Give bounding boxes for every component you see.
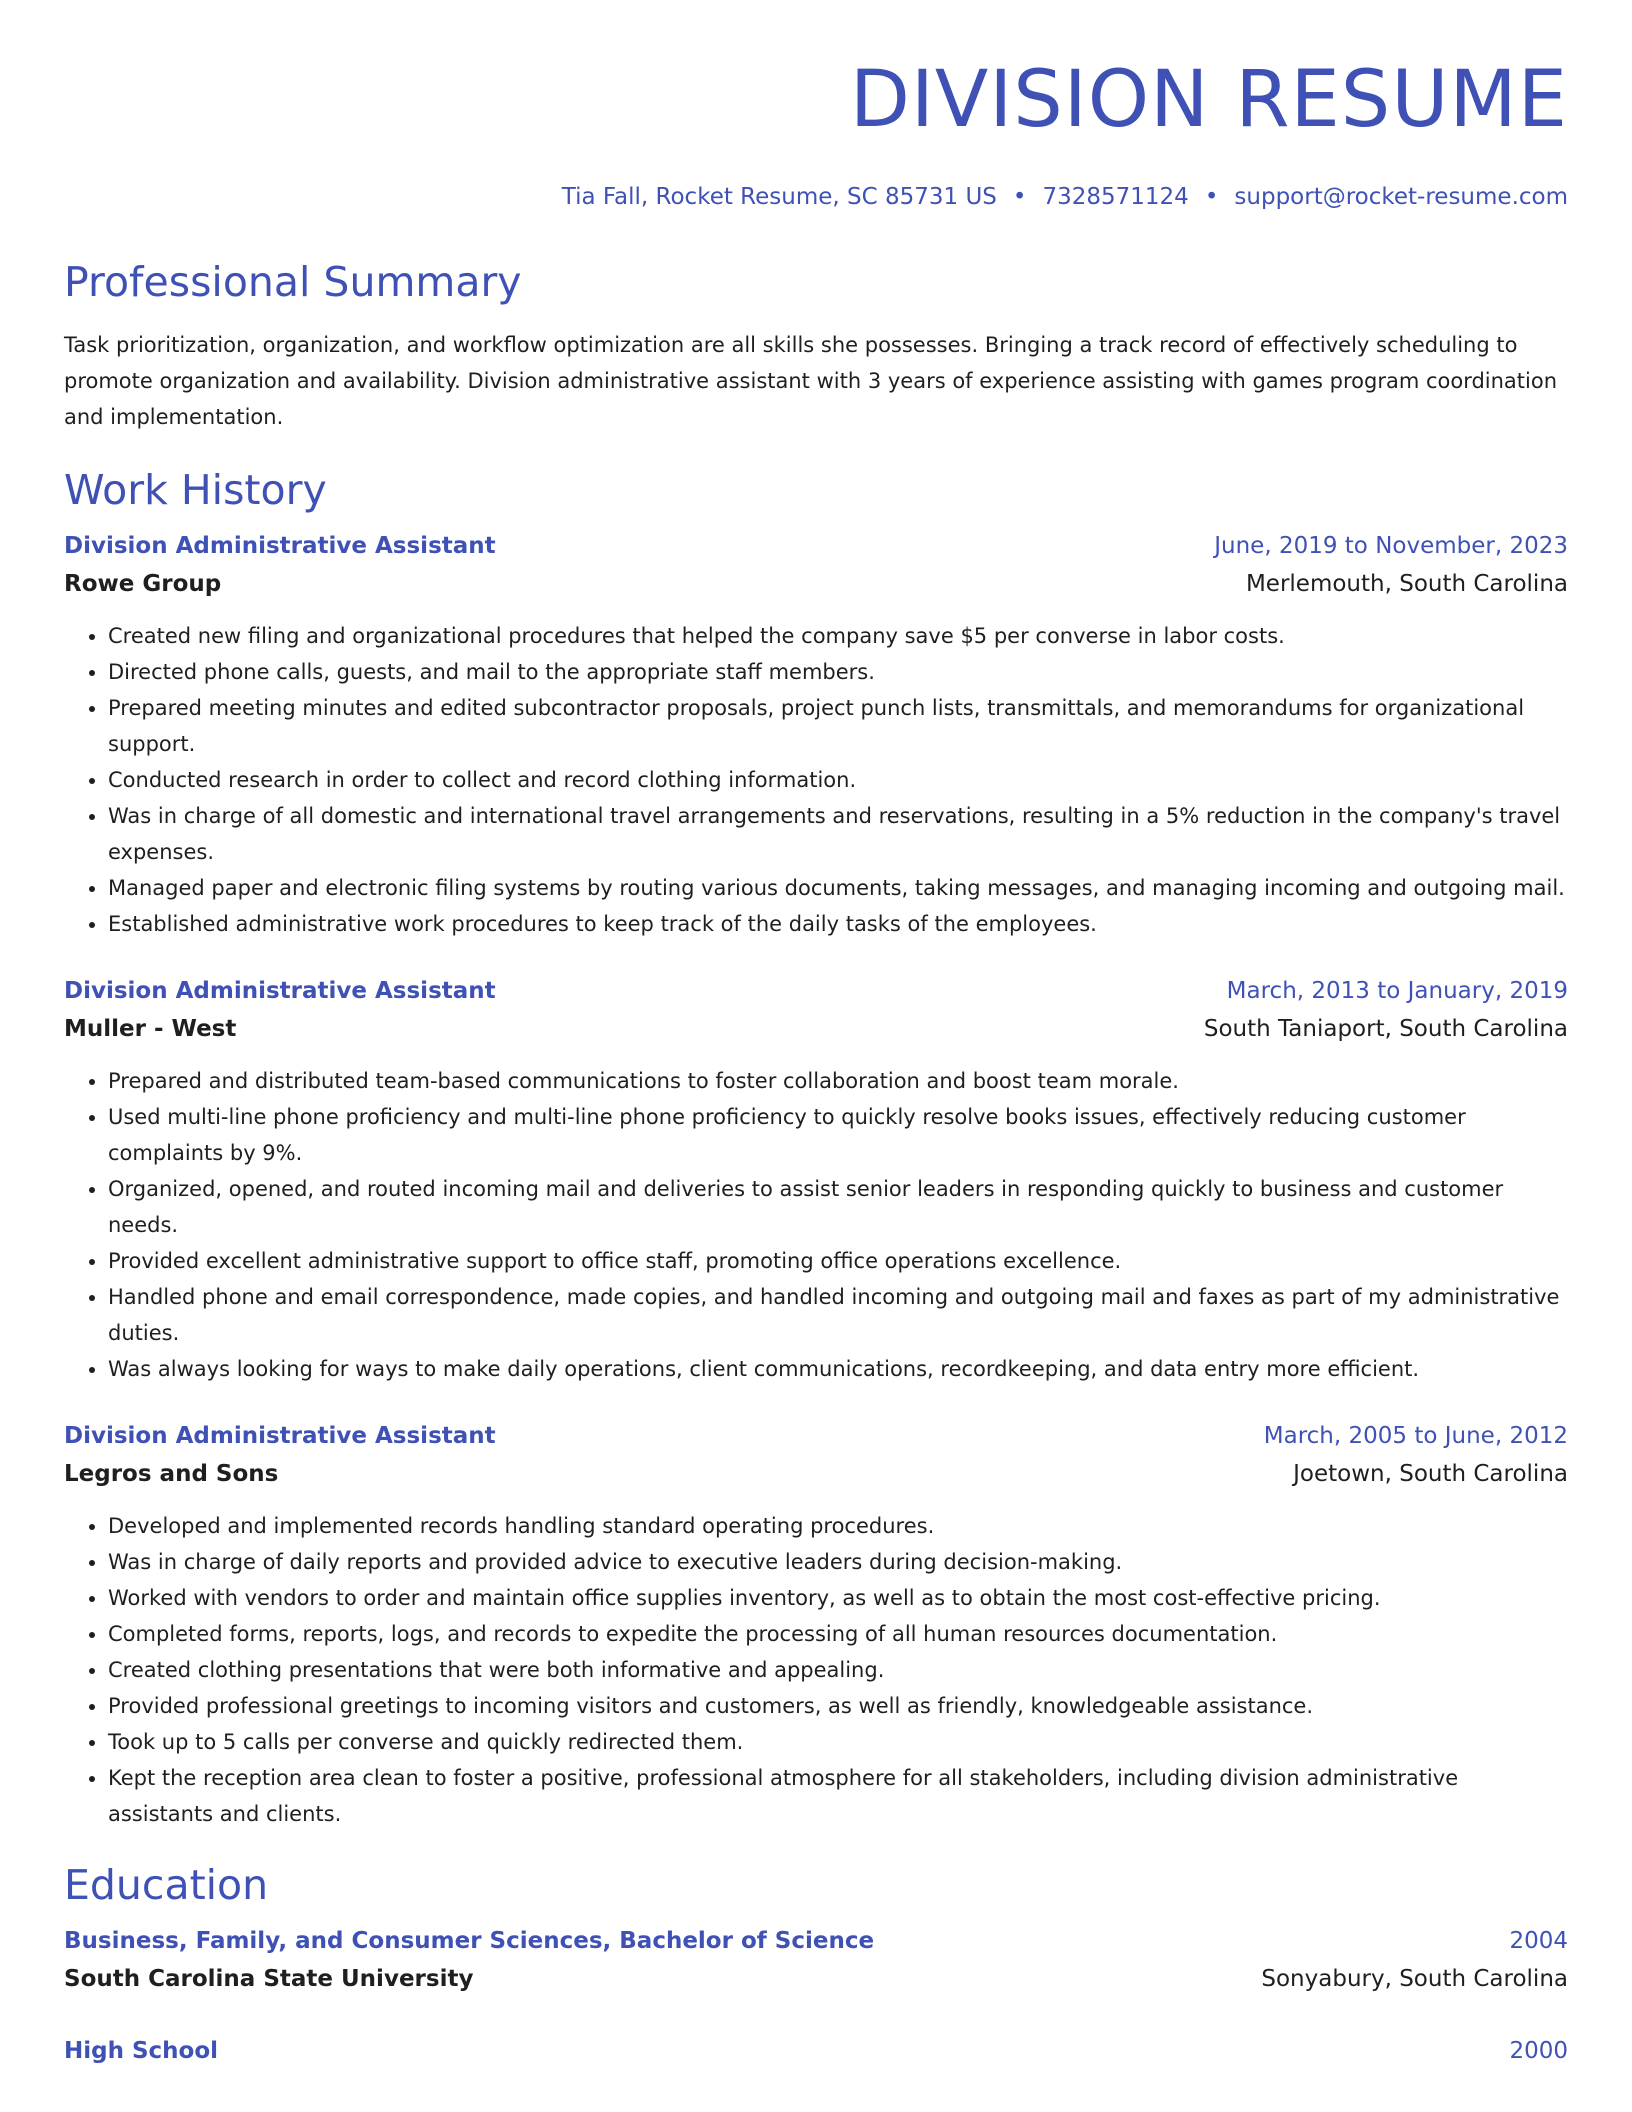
job-bullet: • Created new filing and organizational procedures that helped the company save $5 per converse in labor costs. <box>108 618 1568 654</box>
job-location: Joetown, South Carolina <box>1293 1461 1568 1487</box>
resume-header <box>64 50 1568 212</box>
job-employer-row <box>64 565 1568 603</box>
job-entry <box>64 527 1568 942</box>
job-bullet: • Organized, opened, and routed incoming mail and deliveries to assist senior leaders in responding quickly to business and customer needs. <box>108 1171 1568 1243</box>
job-bullet: • Used multi-line phone proficiency and multi-line phone proficiency to quickly resolve books issues, effectively reducing customer complaints by 9%. <box>108 1099 1568 1171</box>
education-heading: Education <box>64 1861 269 1909</box>
summary-heading: Professional Summary <box>64 258 522 306</box>
job-bullet: • Provided professional greetings to incoming visitors and customers, as well as friendly, knowledgeable assistance. <box>108 1688 1568 1724</box>
summary-section <box>64 257 1568 435</box>
job-bullets <box>64 1063 1568 1387</box>
job-bullet: • Was in charge of daily reports and provided advice to executive leaders during decision-making. <box>108 1544 1568 1580</box>
job-title-row <box>64 527 1568 565</box>
job-bullet: • Prepared and distributed team-based communications to foster collaboration and boost team morale. <box>108 1063 1568 1099</box>
job-title: Division Administrative Assistant <box>64 1423 496 1449</box>
job-bullet: • Worked with vendors to order and maintain office supplies inventory, as well as to obtain the most cost-effective pricing. <box>108 1580 1568 1616</box>
job-bullet: • Established administrative work procedures to keep track of the daily tasks of the employees. <box>108 906 1568 942</box>
resume-name: DIVISION RESUME <box>849 55 1568 145</box>
job-employer: Muller - West <box>64 1016 237 1042</box>
job-employer-row <box>64 1455 1568 1493</box>
job-bullet: • Kept the reception area clean to foster a positive, professional atmosphere for all stakeholders, including division administrative assistants and clients. <box>108 1760 1568 1832</box>
education-degree: Business, Family, and Consumer Sciences, Bachelor of Science <box>64 1928 875 1954</box>
job-bullet: • Developed and implemented records handling standard operating procedures. <box>108 1508 1568 1544</box>
job-title-row <box>64 1417 1568 1455</box>
job-dates: March, 2005 to June, 2012 <box>1263 1423 1568 1449</box>
job-bullets <box>64 618 1568 942</box>
education-year: 2004 <box>1509 1928 1568 1954</box>
job-employer: Legros and Sons <box>64 1461 279 1487</box>
education-entry <box>64 2032 1568 2070</box>
job-bullet: • Conducted research in order to collect and record clothing information. <box>108 762 1568 798</box>
job-title-row <box>64 972 1568 1010</box>
job-employer: Rowe Group <box>64 571 222 597</box>
education-location: Sonyabury, South Carolina <box>1261 1966 1568 1992</box>
summary-text: Task prioritization, organization, and workflow optimization are all skills she possesses. Bringing a track record of effectively scheduling to promote organization and availability. Division administrative assistant with 3 years of experience assisting with games program coordination and implementation. <box>64 333 1558 429</box>
work-history-section <box>64 465 1568 1832</box>
education-school-row <box>64 1960 1568 1998</box>
contact-line <box>64 182 1568 212</box>
education-school: South Carolina State University <box>64 1966 474 1992</box>
education-entry <box>64 1922 1568 1998</box>
job-bullets <box>64 1508 1568 1832</box>
job-title: Division Administrative Assistant <box>64 533 496 559</box>
contact-separator: • <box>1204 184 1219 210</box>
contact-address: Tia Fall, Rocket Resume, SC 85731 US <box>561 184 997 210</box>
job-location: South Taniaport, South Carolina <box>1203 1016 1568 1042</box>
job-dates: March, 2013 to January, 2019 <box>1226 978 1568 1004</box>
job-bullet: • Was in charge of all domestic and international travel arrangements and reservations, resulting in a 5% reduction in the company's travel expenses. <box>108 798 1568 870</box>
education-degree-row <box>64 1922 1568 1960</box>
job-entry <box>64 1417 1568 1832</box>
job-entry <box>64 972 1568 1387</box>
job-bullet: • Handled phone and email correspondence, made copies, and handled incoming and outgoing mail and faxes as part of my administrative duties. <box>108 1279 1568 1351</box>
job-bullet: • Prepared meeting minutes and edited subcontractor proposals, project punch lists, transmittals, and memorandums for organizational support. <box>108 690 1568 762</box>
job-bullet: • Managed paper and electronic filing systems by routing various documents, taking messages, and managing incoming and outgoing mail. <box>108 870 1568 906</box>
contact-email: support@rocket-resume.com <box>1234 184 1568 210</box>
education-year: 2000 <box>1509 2038 1568 2064</box>
job-bullet: • Provided excellent administrative support to office staff, promoting office operations excellence. <box>108 1243 1568 1279</box>
contact-separator: • <box>1012 184 1027 210</box>
job-employer-row <box>64 1010 1568 1048</box>
job-location: Merlemouth, South Carolina <box>1245 571 1568 597</box>
job-bullet: • Directed phone calls, guests, and mail to the appropriate staff members. <box>108 654 1568 690</box>
education-degree: High School <box>64 2038 219 2064</box>
contact-phone: 7328571124 <box>1042 184 1189 210</box>
job-bullet: • Took up to 5 calls per converse and quickly redirected them. <box>108 1724 1568 1760</box>
job-dates: June, 2019 to November, 2023 <box>1214 533 1568 559</box>
job-title: Division Administrative Assistant <box>64 978 496 1004</box>
job-bullet: • Was always looking for ways to make daily operations, client communications, recordkeeping, and data entry more efficient. <box>108 1351 1568 1387</box>
work-history-heading: Work History <box>64 466 327 514</box>
job-bullet: • Created clothing presentations that were both informative and appealing. <box>108 1652 1568 1688</box>
job-bullet: • Completed forms, reports, logs, and records to expedite the processing of all human resources documentation. <box>108 1616 1568 1652</box>
education-degree-row <box>64 2032 1568 2070</box>
education-section <box>64 1860 1568 2070</box>
